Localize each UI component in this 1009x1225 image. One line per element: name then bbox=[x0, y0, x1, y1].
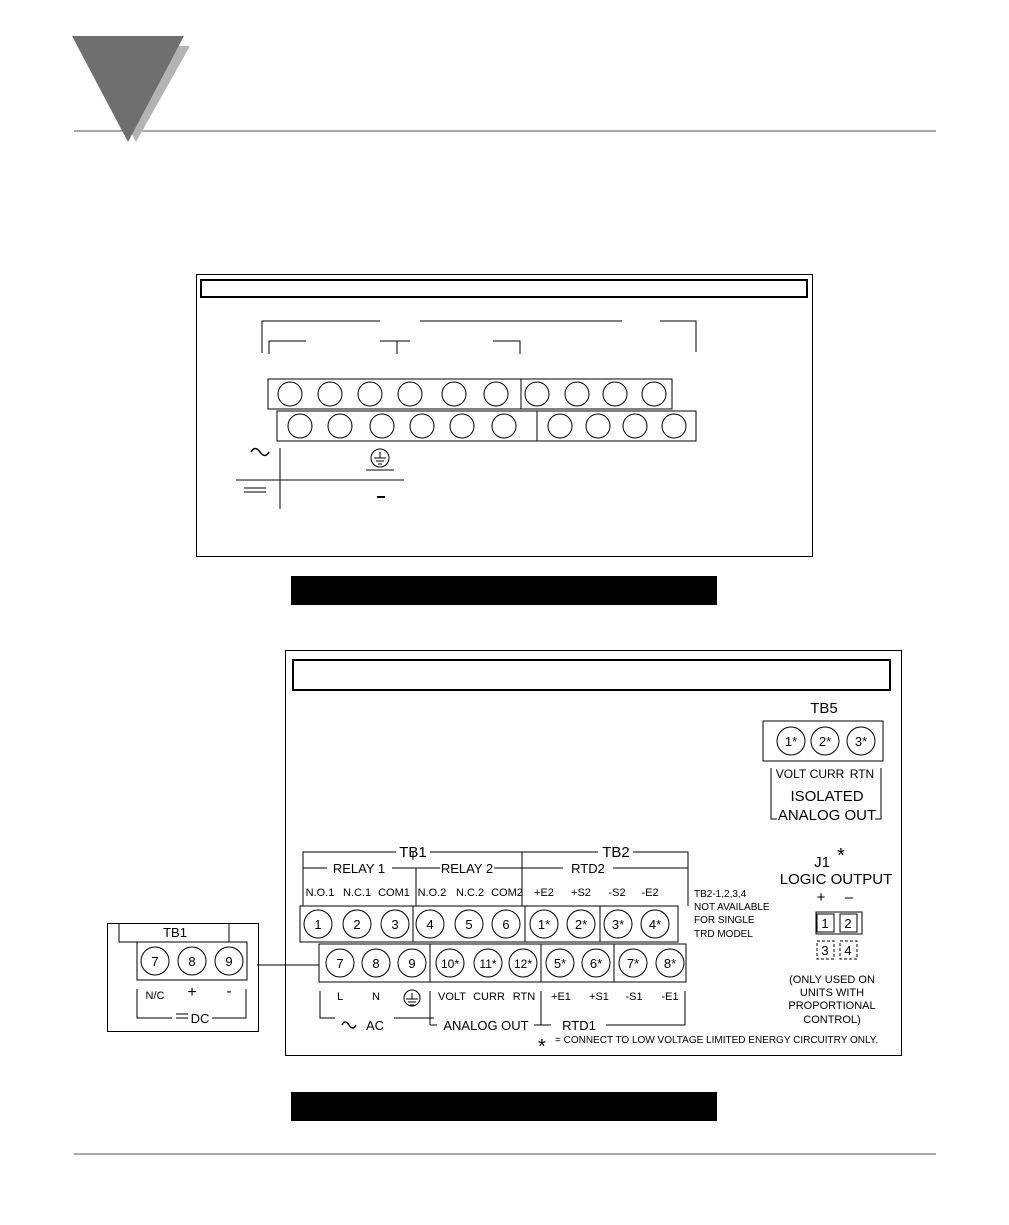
dc-inset-title: TB1 bbox=[163, 925, 187, 940]
dc-terminal-8: 8 bbox=[188, 954, 196, 969]
bottom-label-e1-plus: +E1 bbox=[551, 991, 571, 1003]
tb1-title: TB1 bbox=[399, 844, 427, 861]
terminal-4: 4 bbox=[426, 917, 434, 932]
top-label-com2: COM2 bbox=[491, 887, 523, 899]
terminal-7: 7 bbox=[336, 956, 344, 971]
bottom-label-l: L bbox=[336, 991, 344, 1003]
terminal-tb2-1: 1* bbox=[537, 917, 551, 932]
terminal-tb2-7: 7* bbox=[626, 956, 640, 971]
terminal-tb2-8: 8* bbox=[663, 956, 677, 971]
rtd2-label: RTD2 bbox=[571, 861, 605, 876]
terminal-tb2-3: 3* bbox=[611, 917, 625, 932]
terminal-tb2-2: 2* bbox=[574, 917, 588, 932]
terminal-1: 1 bbox=[314, 917, 322, 932]
top-label-s2-minus: -S2 bbox=[608, 887, 626, 899]
terminal-6: 6 bbox=[502, 917, 510, 932]
bottom-label-n: N bbox=[372, 991, 380, 1003]
j1-title: J1 bbox=[814, 854, 830, 871]
terminal-3: 3 bbox=[391, 917, 399, 932]
bottom-label-curr: CURR bbox=[473, 991, 505, 1003]
dc-label-nc: N/C bbox=[145, 990, 165, 1002]
tb2-note-line4: TRD MODEL bbox=[694, 929, 753, 940]
footnote-text: = CONNECT TO LOW VOLTAGE LIMITED ENERGY CIRCUITRY ONLY. bbox=[555, 1035, 878, 1046]
tb5-label-rtn: RTN bbox=[849, 767, 875, 781]
terminal-tb2-4: 4* bbox=[648, 917, 662, 932]
tb5-terminal-1: 1* bbox=[784, 734, 798, 749]
j1-note-line4: CONTROL) bbox=[803, 1014, 861, 1026]
figure-caption-bar-2 bbox=[291, 1092, 717, 1121]
top-label-nc2: N.C.2 bbox=[455, 887, 485, 899]
j1-pin-1: 1 bbox=[821, 916, 829, 931]
j1-note-line1: (ONLY USED ON bbox=[789, 974, 875, 986]
bottom-label-volt: VOLT bbox=[438, 991, 466, 1003]
j1-note-line3: PROPORTIONAL bbox=[788, 1000, 876, 1012]
j1-minus: – bbox=[844, 889, 854, 906]
terminal-tb2-5: 5* bbox=[553, 956, 567, 971]
terminal-11: 11* bbox=[479, 957, 497, 971]
top-label-e2-plus: +E2 bbox=[534, 887, 554, 899]
j1-pin-4: 4 bbox=[844, 943, 852, 958]
bottom-label-s1-minus: -S1 bbox=[625, 991, 643, 1003]
terminal-8: 8 bbox=[372, 956, 380, 971]
tb2-note-line1: TB2-1,2,3,4 bbox=[694, 889, 747, 900]
tb5-title: TB5 bbox=[810, 700, 838, 717]
top-label-no2: N.O.2 bbox=[417, 887, 447, 899]
bottom-label-s1-plus: +S1 bbox=[589, 991, 609, 1003]
terminal-2: 2 bbox=[353, 917, 361, 932]
rtd1-label: RTD1 bbox=[562, 1018, 596, 1033]
tb2-note-line3: FOR SINGLE bbox=[694, 915, 755, 926]
top-label-s2-plus: +S2 bbox=[571, 887, 591, 899]
analog-out-label: ANALOG OUT bbox=[443, 1018, 529, 1033]
top-label-e2-minus: -E2 bbox=[641, 887, 659, 899]
relay-2-label: RELAY 2 bbox=[440, 861, 494, 876]
terminal-5: 5 bbox=[465, 917, 473, 932]
j1-pin-3: 3 bbox=[821, 943, 829, 958]
j1-subtitle: LOGIC OUTPUT bbox=[779, 871, 893, 888]
tb5-label-volt: VOLT bbox=[775, 767, 807, 781]
terminal-9: 9 bbox=[408, 956, 416, 971]
bottom-label-rtn: RTN bbox=[512, 991, 536, 1003]
ac-label: AC bbox=[365, 1018, 385, 1033]
j1-pin-2: 2 bbox=[844, 916, 852, 931]
dc-terminal-7: 7 bbox=[151, 954, 159, 969]
top-label-nc1: N.C.1 bbox=[342, 887, 372, 899]
dc-label-plus: + bbox=[187, 984, 197, 1001]
bottom-label-e1-minus: -E1 bbox=[661, 991, 679, 1003]
tb5-label-curr: CURR bbox=[809, 767, 845, 781]
tb5-group-line1: ISOLATED bbox=[790, 788, 864, 805]
footnote-star: * bbox=[538, 1036, 546, 1058]
terminal-12: 12* bbox=[513, 957, 533, 971]
terminal-tb2-6: 6* bbox=[589, 956, 603, 971]
j1-star: * bbox=[837, 845, 845, 867]
dc-terminal-9: 9 bbox=[225, 954, 233, 969]
tb5-terminal-3: 3* bbox=[854, 734, 868, 749]
relay-1-label: RELAY 1 bbox=[332, 861, 386, 876]
dc-label: DC bbox=[190, 1011, 210, 1026]
j1-plus: + bbox=[816, 889, 826, 906]
tb5-group-line2: ANALOG OUT bbox=[777, 807, 877, 824]
dc-label-minus: - bbox=[226, 983, 232, 1000]
terminal-10: 10* bbox=[440, 957, 460, 971]
tb2-title: TB2 bbox=[602, 844, 630, 861]
top-label-no1: N.O.1 bbox=[305, 887, 335, 899]
j1-note-line2: UNITS WITH bbox=[799, 987, 865, 999]
top-label-com1: COM1 bbox=[378, 887, 410, 899]
tb2-note-line2: NOT AVAILABLE bbox=[694, 902, 770, 913]
tb5-terminal-2: 2* bbox=[818, 734, 832, 749]
